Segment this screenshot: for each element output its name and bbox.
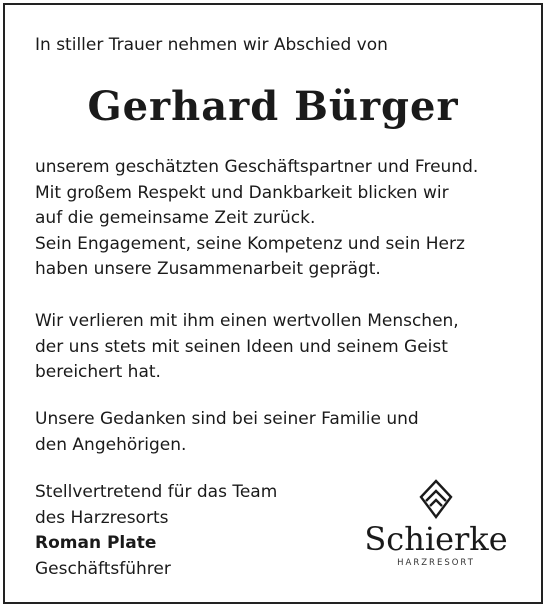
- paragraph-loss: [35, 309, 459, 386]
- text-line: den Angehörigen.: [35, 434, 187, 455]
- text-line: bereichert hat.: [35, 362, 161, 382]
- intro-text: In stiller Trauer nehmen wir Abschied von: [35, 35, 388, 55]
- logo-wordmark: Schierke: [364, 520, 508, 558]
- logo-subtitle: HARZRESORT: [397, 558, 475, 568]
- mountain-diamond-icon: [419, 479, 453, 519]
- text-line: unserem geschätzten Geschäftspartner und Freund.: [35, 157, 479, 177]
- text-line: Sein Engagement, seine Kompetenz und sein Herz: [35, 233, 465, 254]
- text-line: der uns stets mit seinen Ideen und seinem Geist: [35, 336, 448, 357]
- paragraph-tribute: [35, 155, 478, 283]
- signature-block: [35, 480, 277, 582]
- text-line: Mit großem Respekt und Dankbarkeit blicken wir: [35, 182, 449, 203]
- obituary-notice: [3, 3, 543, 604]
- text-line: Wir verlieren mit ihm einen wertvollen Menschen,: [35, 311, 459, 331]
- signatory-role: Geschäftsführer: [35, 558, 171, 579]
- paragraph-condolence: [35, 407, 419, 458]
- signatory-name: Roman Plate: [35, 533, 157, 553]
- text-line: haben unsere Zusammenarbeit geprägt.: [35, 259, 381, 279]
- deceased-name: Gerhard Bürger: [87, 83, 459, 130]
- signature-line: des Harzresorts: [35, 507, 169, 528]
- text-line: auf die gemeinsame Zeit zurück.: [35, 208, 316, 228]
- signature-line: Stellvertretend für das Team: [35, 482, 278, 502]
- schierke-logo: [360, 479, 512, 584]
- text-line: Unsere Gedanken sind bei seiner Familie und: [35, 409, 419, 429]
